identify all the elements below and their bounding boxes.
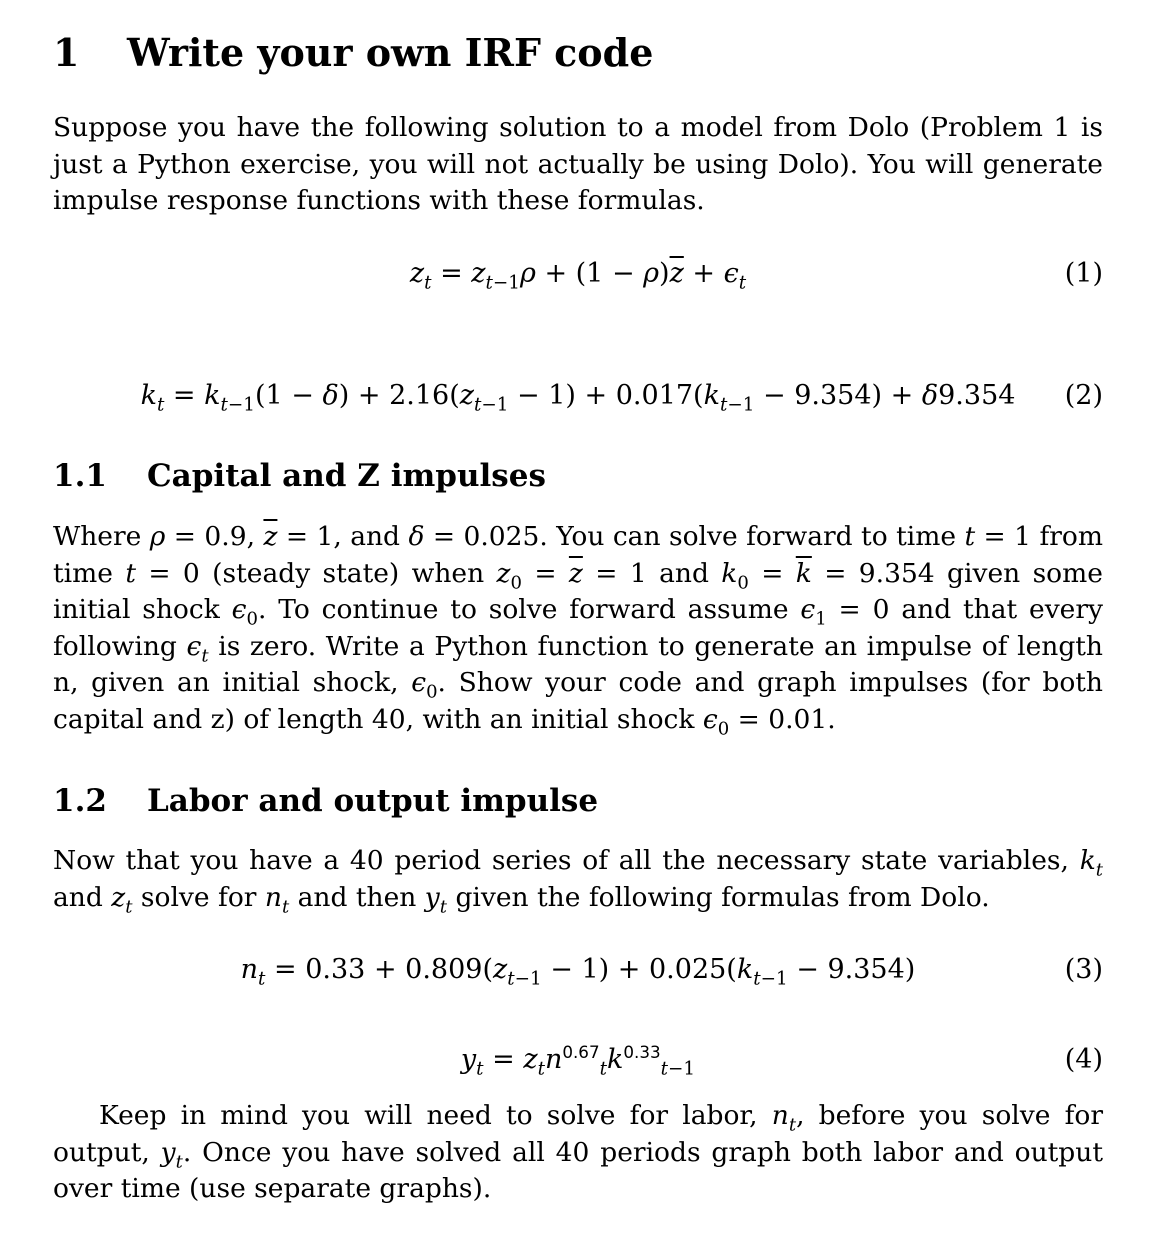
intro-text: Suppose you have the following solution to a model from Dolo (Problem 1 is just a Python exercise, you will not actually be using Dolo). You will generate impulse response functions with these formulas. [53,112,1103,216]
equation-2 [53,376,1103,416]
subsection-1-1-paragraph: Where ρ = 0.9, $\overline{z} = 1$, and δ = 0.025. You can solve forward to time t = 1 from time t = 0 (steady state) when $z_0 = \overline{z} = 1$ and $k_0 = \overline{k} = 9.354$ given some initial shock $\epsilon_0$. To continue to solve forward assume $\epsilon_1 = 0$ and that every following $\epsilon_t$ is zero. Write a Python function to generate an impulse of length n, given an initial shock, $\epsilon_0$. Show your code and graph impulses (for both capital and z) of length 40, with an initial shock $\epsilon_0 = 0.01$. [53,521,1104,739]
equation-3-tag: (3) [1064,954,1103,985]
eq2-coef-z: 2.16 [389,380,450,411]
equation-3 [53,950,1103,990]
subsection-1-1-number: 1.1 [53,458,107,494]
subsection-1-1-title: Capital and Z impulses [147,458,546,494]
equation-1-tag: (1) [1064,258,1103,289]
closing-paragraph: Keep in mind you will need to solve for labor, $n_t$, before you solve for output, $y_t$. Once you have solved all 40 periods graph both labor and output over time (use separate graphs). [53,1100,1103,1204]
equation-4 [53,1040,1103,1080]
subsection-1-2-title: Labor and output impulse [147,783,599,819]
equation-4-tag: (4) [1064,1044,1103,1075]
section-title: Write your own IRF code [127,30,654,75]
equation-4-body: $y_t = z_tn^{0.67}_tk^{0.33}_{t-1}$ [460,1042,696,1080]
subsection-1-1-heading [53,458,546,494]
subsection-1-2-number: 1.2 [53,783,107,819]
equation-3-body: $n_t = 0.33 + 0.809(z_{t-1} - 1) + 0.025(k_{t-1} - 9.354)$ [240,954,916,990]
equation-2-body: $k_t = k_{t-1}(1 - \delta) + 2.16(z_{t-1} - 1) + 0.017(k_{t-1} - 9.354) + \delta 9.354$ [140,380,1016,416]
section-heading [53,30,653,75]
eq2-coef-k: 0.017 [615,380,694,411]
eq2-kss: 9.354 [794,380,872,411]
subsection-1-2-paragraph: Now that you have a 40 period series of all the necessary state variables, $k_t$ and $z_t$ solve for $n_t$ and then $y_t$ given the following formulas from Dolo. [53,845,1103,917]
intro-paragraph [53,110,1103,220]
equation-1-body: $z_t = z_{t-1}\rho + (1 - \rho)\overline{z} + \epsilon_t$ [409,258,747,294]
equation-1 [53,254,1103,294]
subsection-1-2-heading [53,783,598,819]
eq2-kss-2: 9.354 [938,380,1016,411]
section-number: 1 [53,30,80,75]
equation-2-tag: (2) [1064,380,1103,411]
